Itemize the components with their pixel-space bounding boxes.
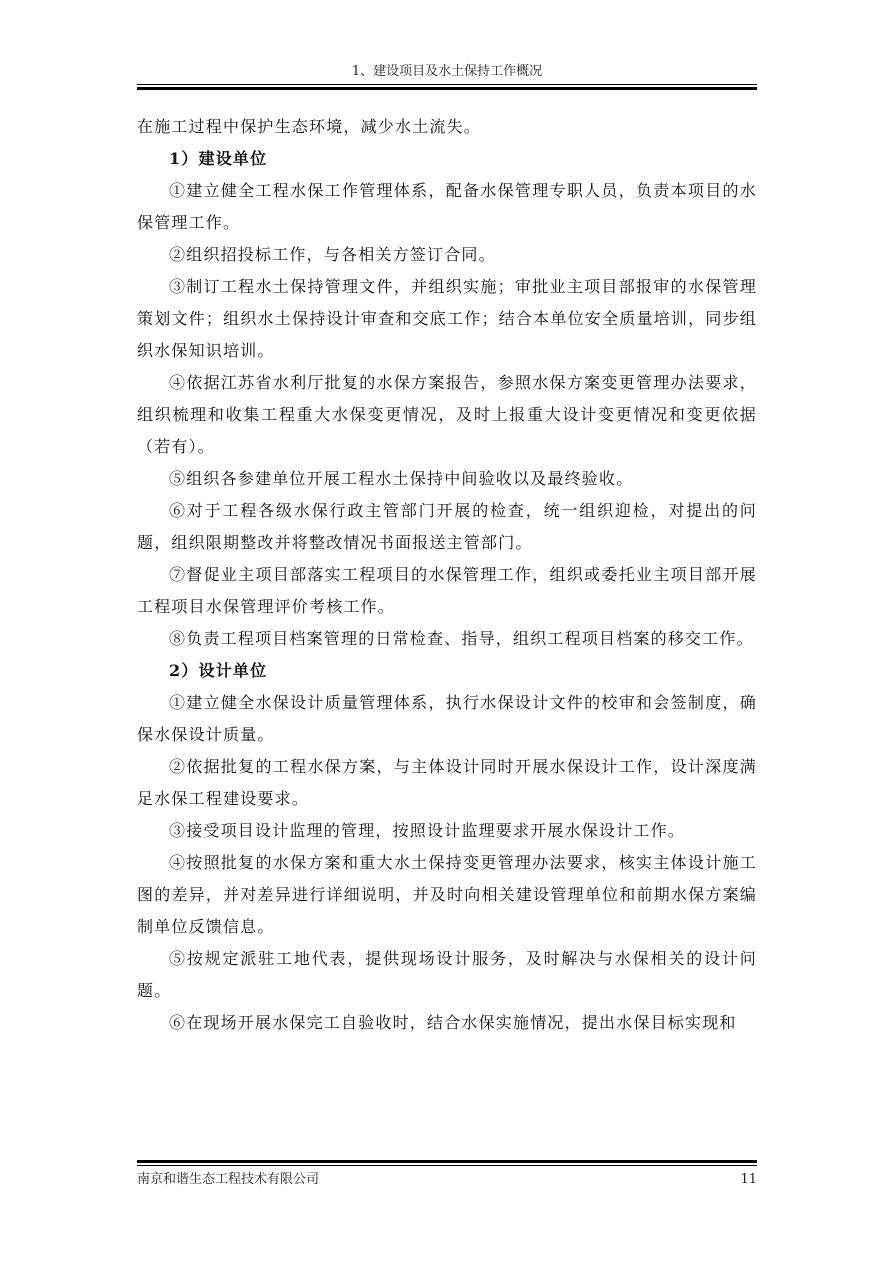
footer-company-name: 南京和谐生态工程技术有限公司 xyxy=(137,1172,320,1187)
construction-item-2: ②组织招投标工作，与各相关方签订合同。 xyxy=(169,245,496,264)
construction-item-7: ⑦督促业主项目部落实工程项目的水保管理工作，组织或委托业主项目部开展工程项目水保管理评价考核工作。 xyxy=(137,565,757,616)
footer-rule-thin xyxy=(137,1165,757,1166)
design-item-4: ④按照批复的水保方案和重大水土保持变更管理办法要求，核实主体设计施工图的差异，并对差异进行详细说明，并及时向相关建设管理单位和前期水保方案编制单位反馈信息。 xyxy=(137,853,757,936)
design-item-1: ①建立健全水保设计质量管理体系，执行水保设计文件的校审和会签制度，确保水保设计质量。 xyxy=(137,693,757,744)
construction-item-3: ③制订工程水土保持管理文件，并组织实施；审批业主项目部报审的水保管理策划文件；组织水土保持设计审查和交底工作；结合本单位安全质量培训，同步组织水保知识培训。 xyxy=(137,277,757,360)
design-item-2: ②依据批复的工程水保方案，与主体设计同时开展水保设计工作，设计深度满足水保工程建设要求。 xyxy=(137,757,757,808)
construction-item-1: ①建立健全工程水保工作管理体系，配备水保管理专职人员，负责本项目的水保管理工作。 xyxy=(137,181,757,232)
section-heading-design-unit: 2）设计单位 xyxy=(169,661,268,680)
header-rule-thin xyxy=(137,84,757,85)
construction-item-6: ⑥对于工程各级水保行政主管部门开展的检查，统一组织迎检，对提出的问题，组织限期整改并将整改情况书面报送主管部门。 xyxy=(137,501,757,552)
design-item-5: ⑤按规定派驻工地代表，提供现场设计服务，及时解决与水保相关的设计问题。 xyxy=(137,949,757,1000)
design-item-3: ③接受项目设计监理的管理，按照设计监理要求开展水保设计工作。 xyxy=(169,821,686,840)
intro-paragraph: 在施工过程中保护生态环境，减少水土流失。 xyxy=(137,117,482,136)
header-title: 1、建设项目及水土保持工作概况 xyxy=(351,64,543,79)
page-number: 11 xyxy=(740,1172,757,1187)
header-rule-thick xyxy=(137,87,757,90)
construction-item-5: ⑤组织各参建单位开展工程水土保持中间验收以及最终验收。 xyxy=(169,469,634,488)
design-item-6: ⑥在现场开展水保完工自验收时，结合水保实施情况，提出水保目标实现和 xyxy=(169,1013,737,1032)
document-body xyxy=(137,111,757,1039)
construction-item-4: ④依据江苏省水利厅批复的水保方案报告，参照水保方案变更管理办法要求，组织梳理和收集工程重大水保变更情况，及时上报重大设计变更情况和变更依据（若有）。 xyxy=(137,373,757,456)
construction-item-8: ⑧负责工程项目档案管理的日常检查、指导，组织工程项目档案的移交工作。 xyxy=(169,629,754,648)
section-heading-construction-unit: 1）建设单位 xyxy=(169,149,268,168)
footer-rule-thick xyxy=(137,1160,757,1163)
